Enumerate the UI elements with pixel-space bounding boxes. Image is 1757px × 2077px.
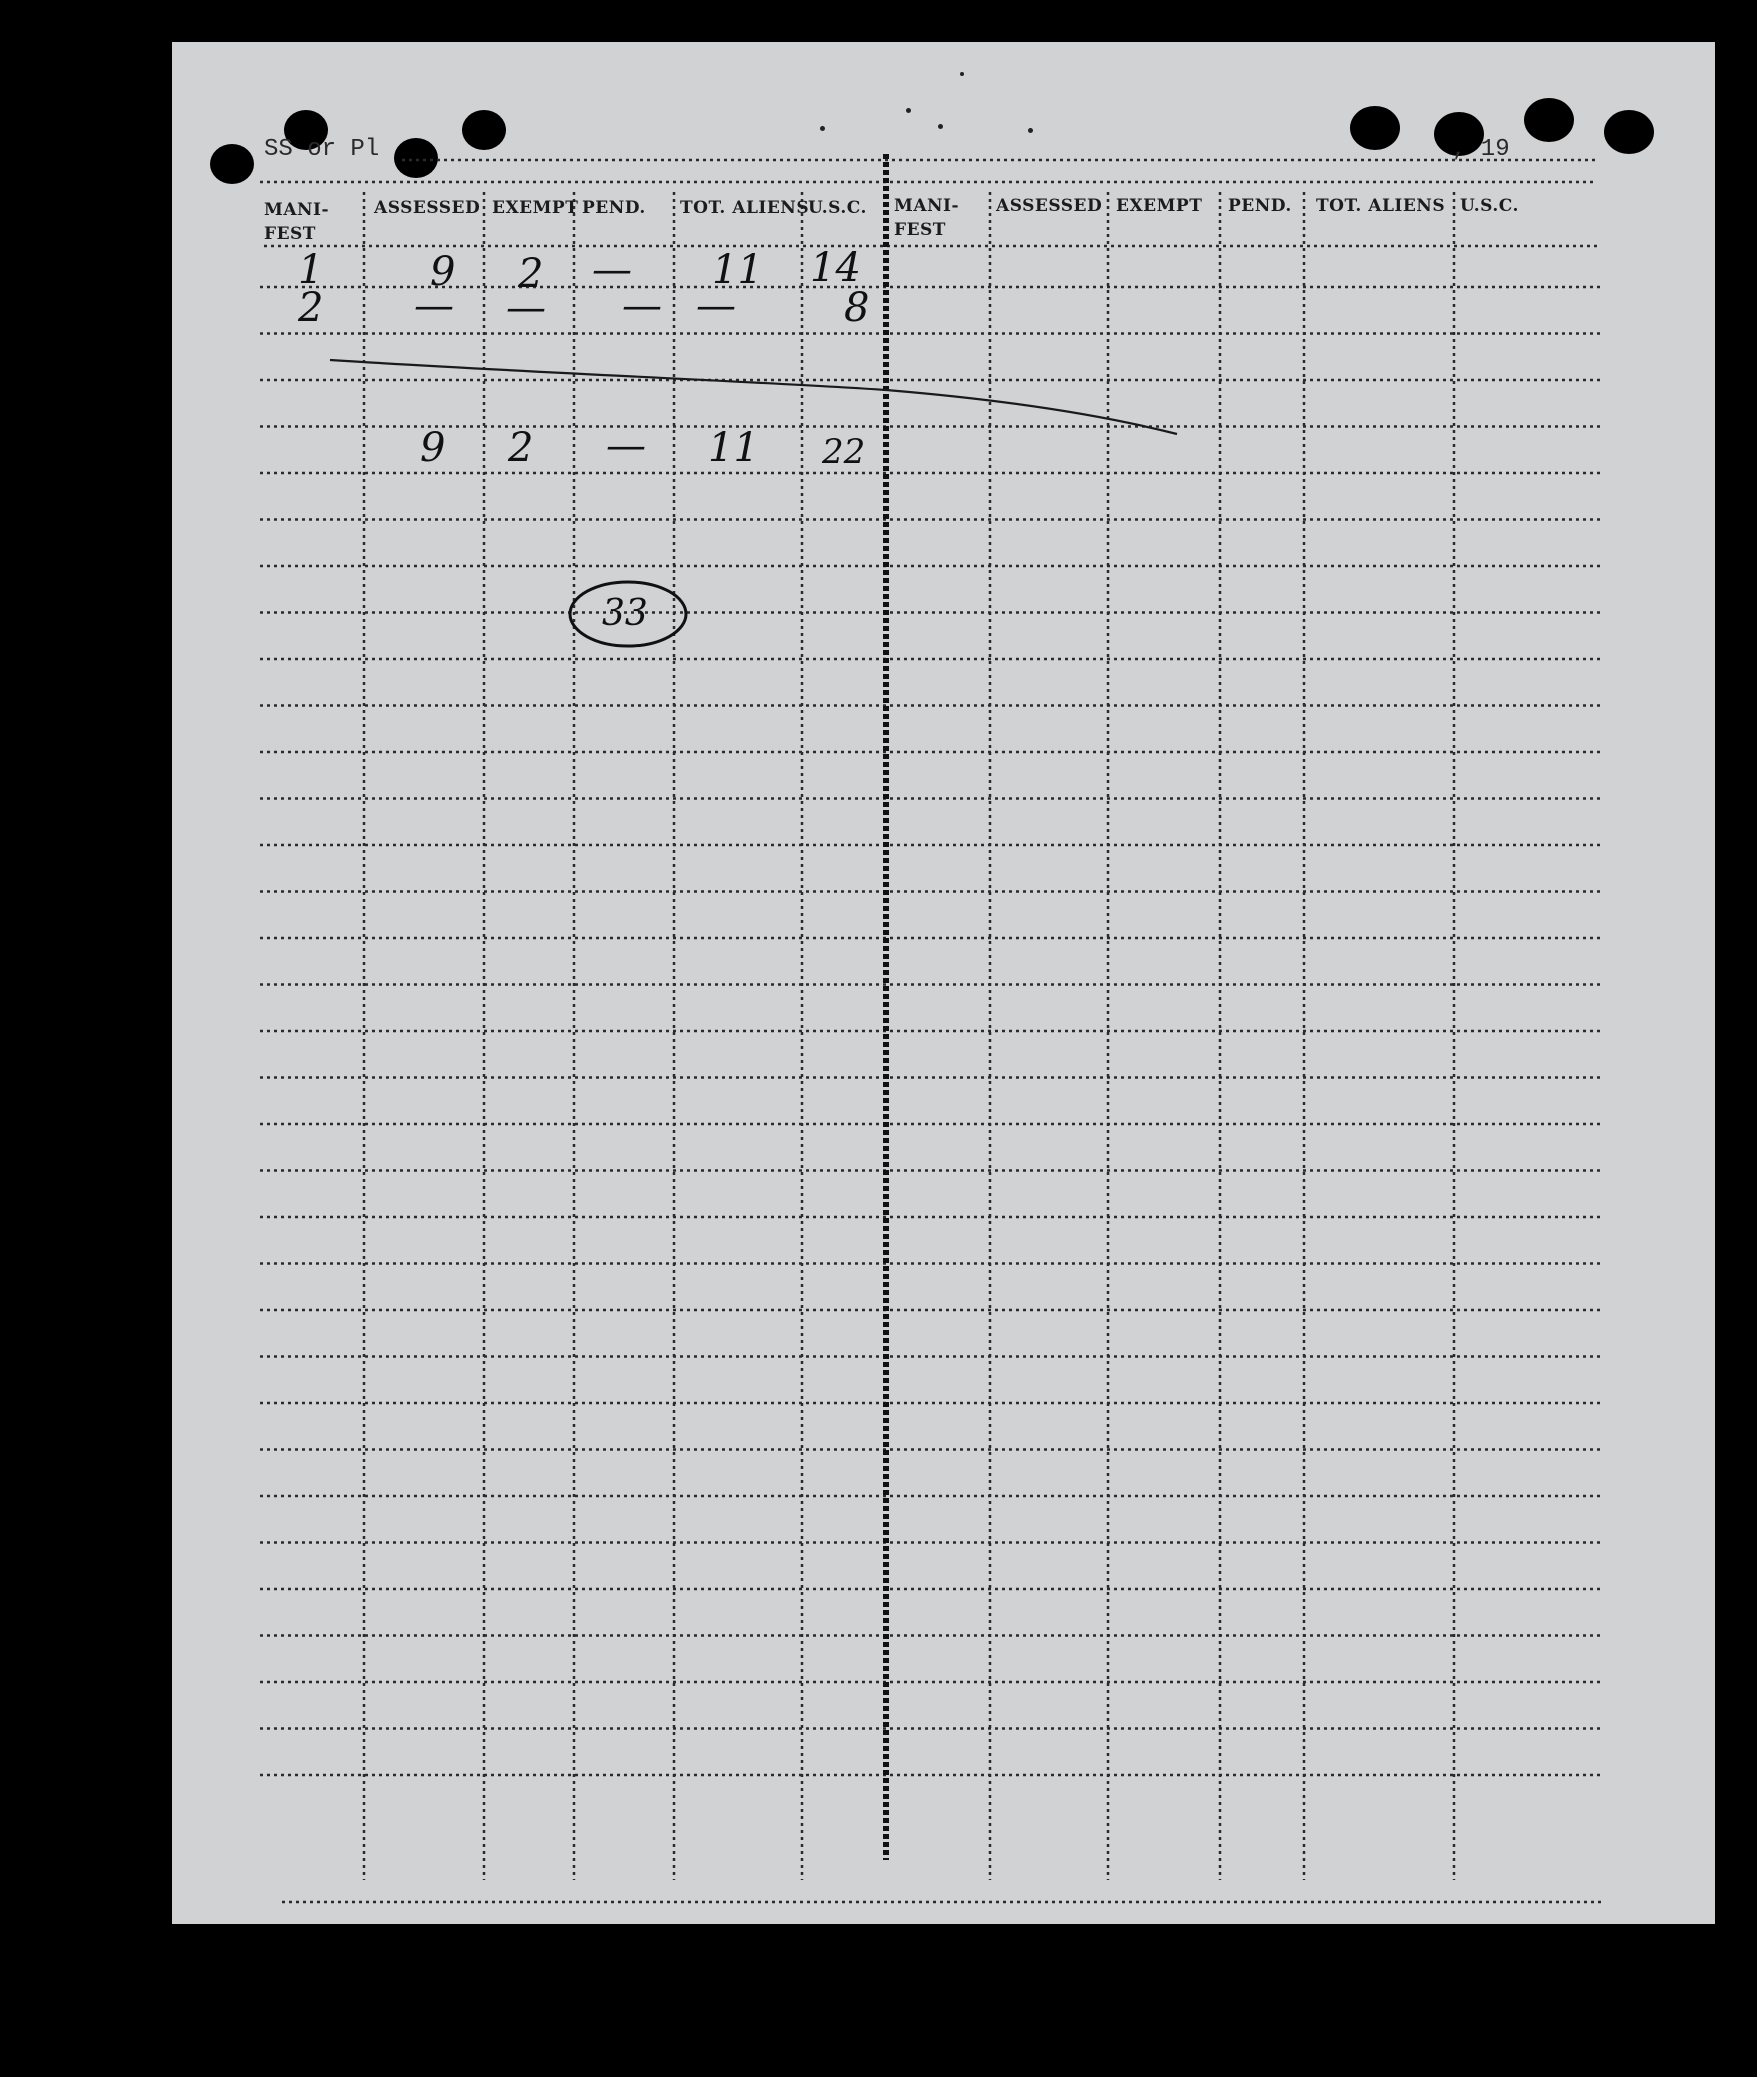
total-assessed: 9 — [420, 425, 446, 471]
header-tot-aliens-right: TOT. ALIENS — [1316, 196, 1446, 216]
grand-total-circled: 33 — [602, 593, 648, 634]
form-title: SS or Pl — [264, 136, 380, 163]
form-date: , 19 — [1452, 136, 1510, 163]
total-exempt: 2 — [508, 425, 534, 471]
row1-assessed: 9 — [430, 249, 456, 295]
row2-assessed: — — [414, 283, 454, 329]
header-manifest-right: MANI- FEST — [894, 196, 960, 240]
cancel-line — [330, 360, 1177, 434]
total-pend: — — [606, 423, 646, 469]
header-usc-right: U.S.C. — [1460, 196, 1519, 216]
header-pend-right: PEND. — [1228, 196, 1292, 216]
total-tot-aliens: 11 — [708, 425, 759, 471]
row1-usc: 14 — [810, 245, 861, 291]
row1-tot-aliens: 11 — [712, 247, 763, 293]
form-page — [172, 42, 1715, 1924]
row1-pend: — — [592, 247, 632, 293]
row2-manifest: 2 — [298, 285, 324, 331]
header-exempt-right: EXEMPT — [1116, 196, 1203, 216]
header-assessed-right: ASSESSED — [996, 196, 1103, 216]
row2-exempt: — — [506, 285, 546, 331]
total-usc: 22 — [822, 432, 866, 472]
header-pend: PEND. — [582, 198, 646, 218]
row2-usc: 8 — [844, 285, 870, 331]
header-manifest: MANI- FEST — [264, 200, 330, 244]
row2-tot-aliens: — — [696, 283, 736, 329]
header-tot-aliens: TOT. ALIENS — [680, 198, 810, 218]
ruled-grid — [172, 42, 1715, 1924]
row2-pend: — — [622, 283, 662, 329]
header-assessed: ASSESSED — [374, 198, 481, 218]
row1-manifest: 1 — [298, 247, 324, 293]
row1-exempt: 2 — [518, 251, 544, 297]
header-exempt: EXEMPT — [492, 198, 579, 218]
header-usc: U.S.C. — [808, 198, 867, 218]
